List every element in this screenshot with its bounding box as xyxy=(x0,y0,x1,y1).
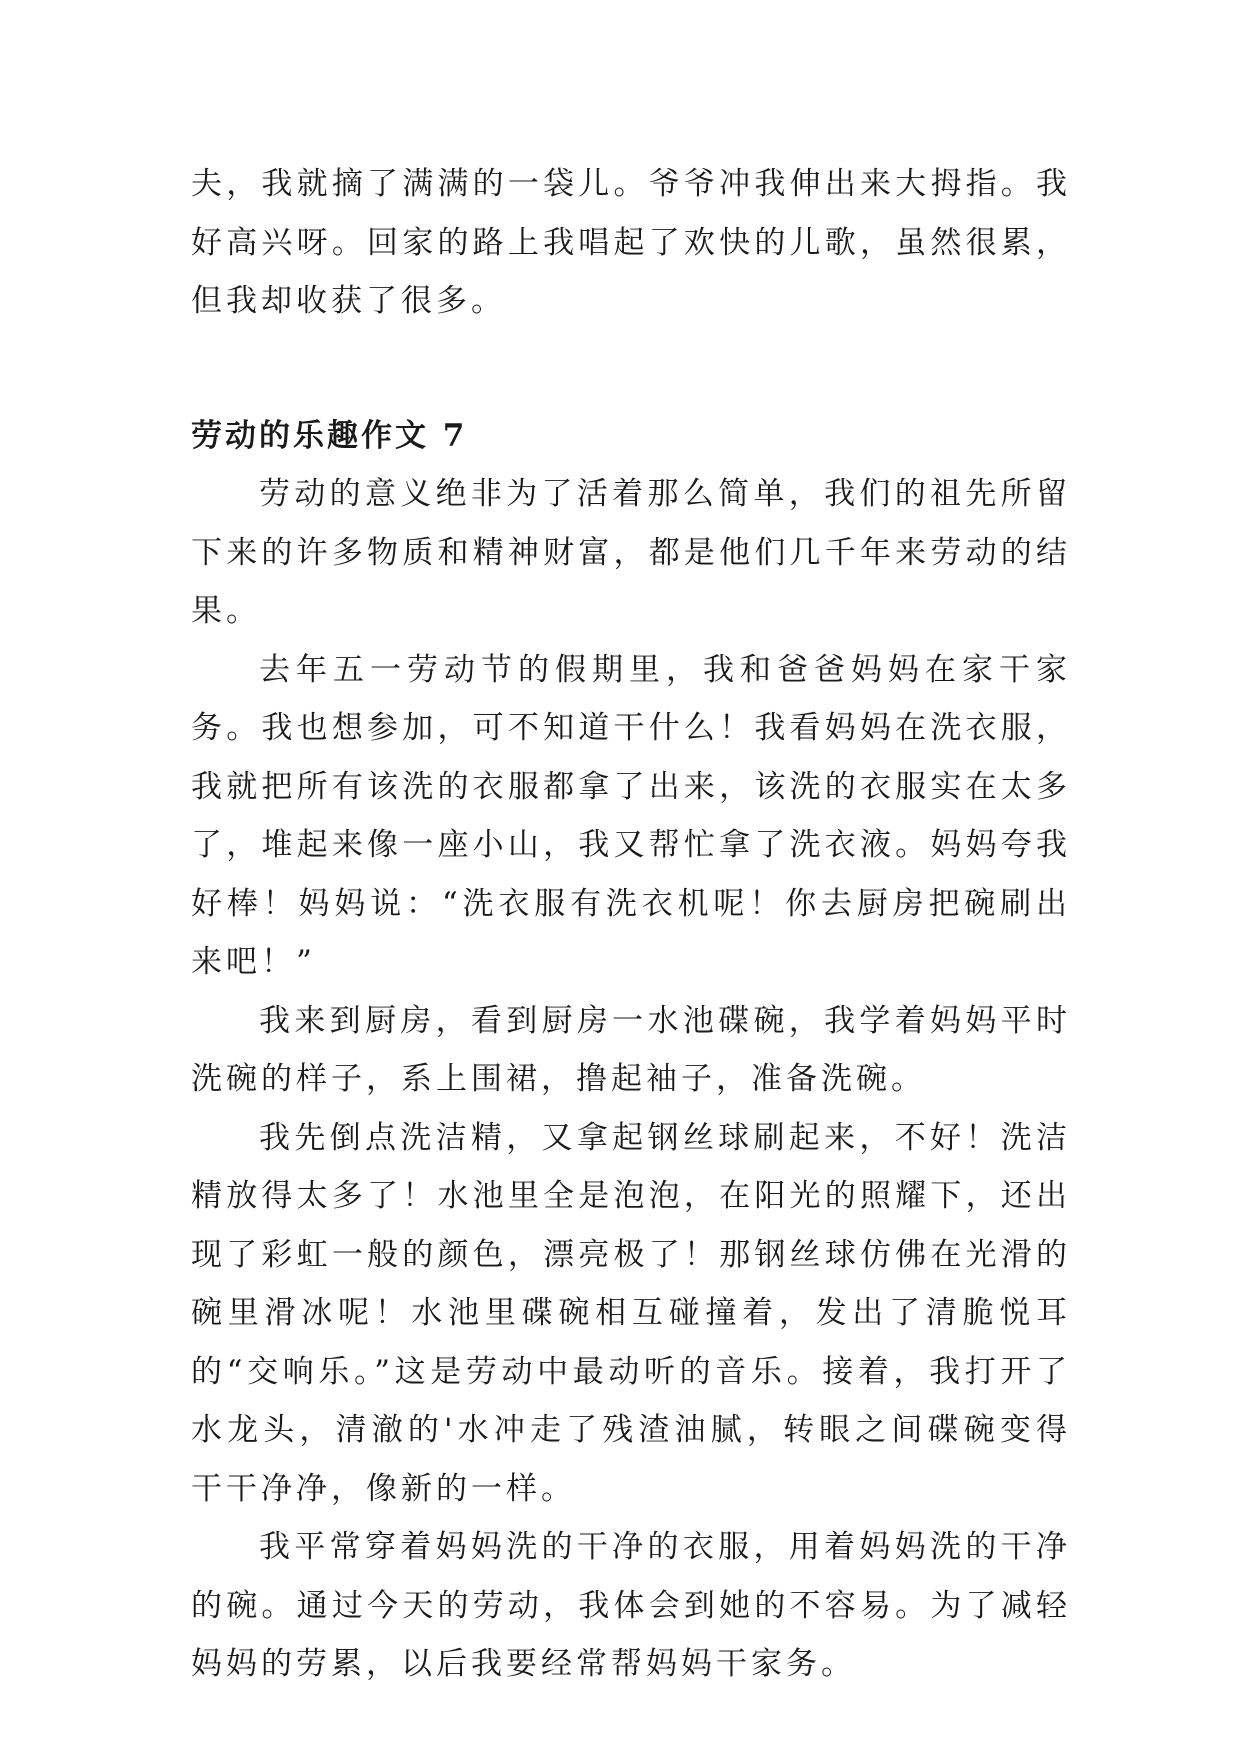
body-paragraph: 我来到厨房，看到厨房一水池碟碗，我学着妈妈平时洗碗的样子，系上围裙，撸起袖子，准备洗碗。 xyxy=(191,1002,1071,1097)
body-paragraph: 去年五一劳动节的假期里，我和爸爸妈妈在家干家务。我也想参加，可不知道干什么！我看妈妈在洗衣服，我就把所有该洗的衣服都拿了出来，该洗的衣服实在太多了，堆起来像一座小山，我又帮忙拿了洗衣液。妈妈夸我好棒！妈妈说：“洗衣服有洗衣机呢！你去厨房把碗刷出来吧！” xyxy=(191,651,1071,980)
body-paragraph: 我先倒点洗洁精，又拿起钢丝球刷起来，不好！洗洁精放得太多了！水池里全是泡泡，在阳光的照耀下，还出现了彩虹一般的颜色，漂亮极了！那钢丝球仿佛在光滑的碗里滑冰呢！水池里碟碗相互碰撞着，发出了清脆悦耳的“交响乐。”这是劳动中最动听的音乐。接着，我打开了水龙头，清澈的'水冲走了残渣油腻，转眼之间碟碗变得干干净净，像新的一样。 xyxy=(191,1119,1071,1507)
document-page xyxy=(191,155,1071,1694)
body-paragraph: 劳动的意义绝非为了活着那么简单，我们的祖先所留下来的许多物质和精神财富，都是他们几千年来劳动的结果。 xyxy=(191,476,1071,629)
continuation-paragraph: 夫，我就摘了满满的一袋儿。爷爷冲我伸出来大拇指。我好高兴呀。回家的路上我唱起了欢快的儿歌，虽然很累，但我却收获了很多。 xyxy=(191,166,1071,319)
section-title: 劳动的乐趣作文 7 xyxy=(191,417,468,454)
body-paragraph: 我平常穿着妈妈洗的干净的衣服，用着妈妈洗的干净的碗。通过今天的劳动，我体会到她的不容易。为了减轻妈妈的劳累，以后我要经常帮妈妈干家务。 xyxy=(191,1529,1071,1682)
